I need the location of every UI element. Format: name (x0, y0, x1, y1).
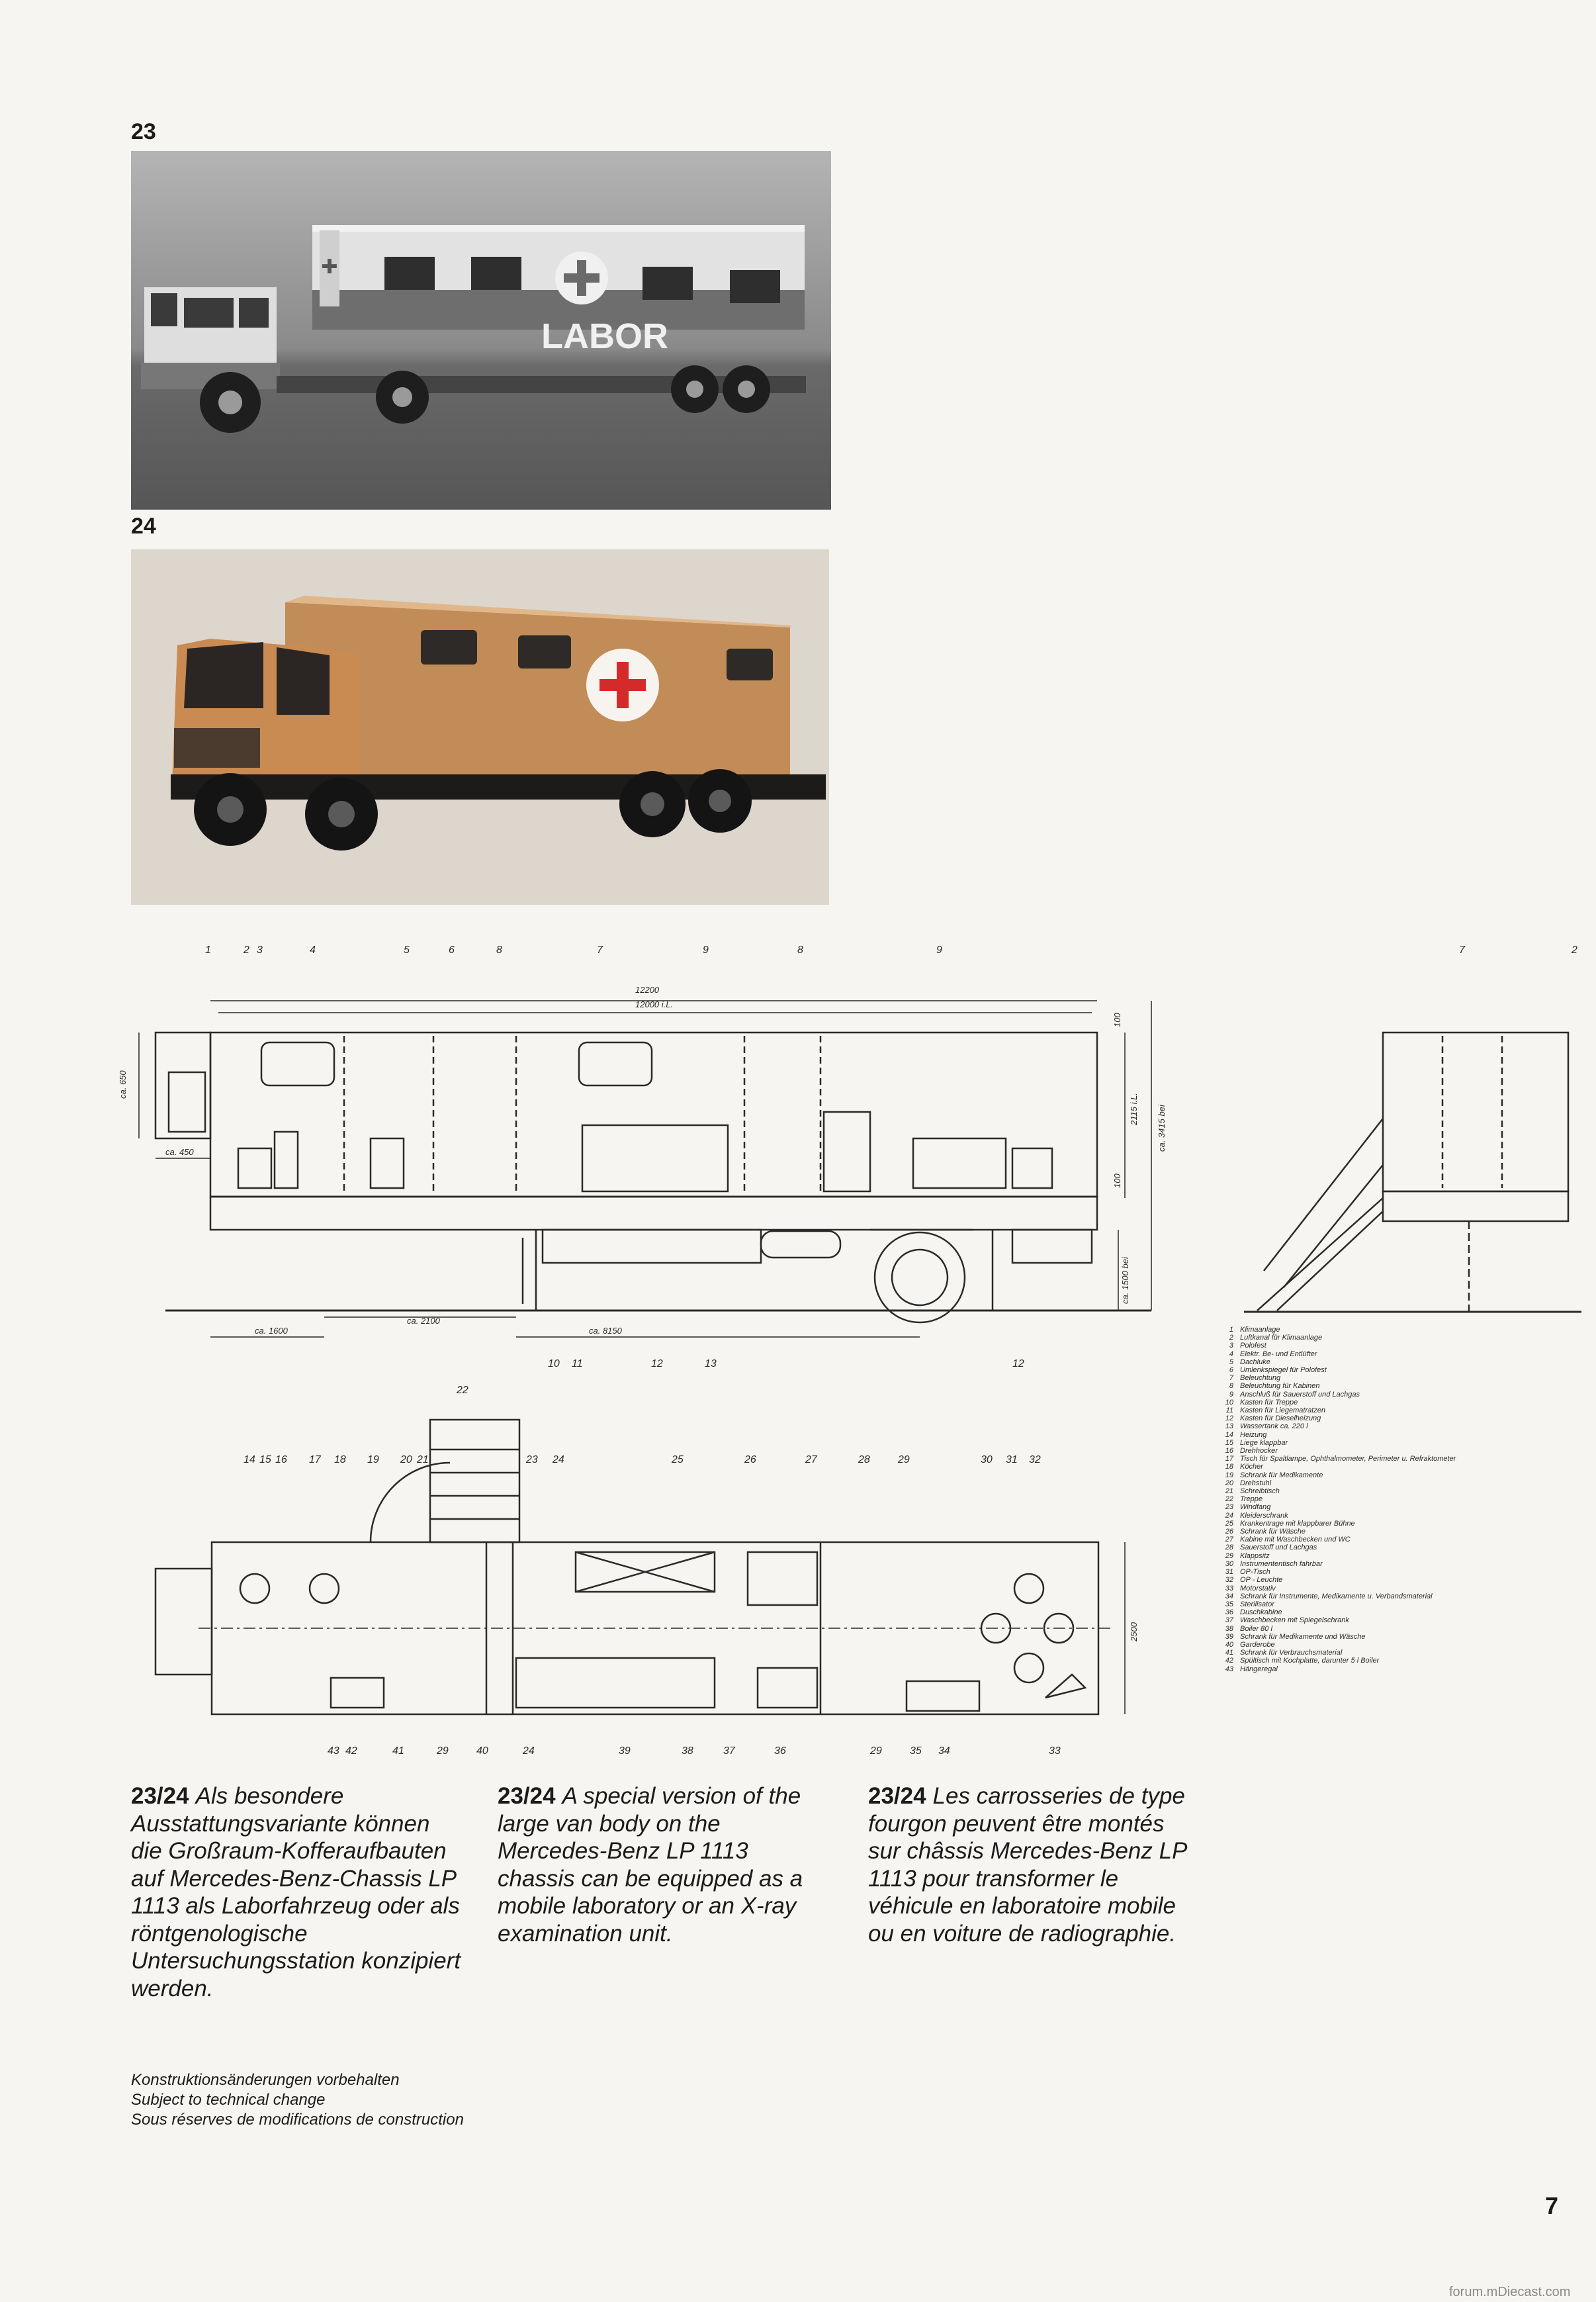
callout: 8 (496, 944, 502, 956)
legend-text: OP-Tisch (1240, 1568, 1270, 1577)
legend-number: 12 (1225, 1414, 1233, 1423)
legend-item (1218, 1391, 1575, 1399)
legend-text: Polofest (1240, 1342, 1266, 1350)
legend-number: 35 (1225, 1600, 1233, 1608)
legend-text: Schrank für Verbrauchsmaterial (1240, 1649, 1343, 1657)
legend-number: 6 (1229, 1366, 1233, 1375)
caption-lead: 23/24 (868, 1783, 926, 1809)
legend-item (1218, 1479, 1575, 1487)
legend-text: Beleuchtung für Kabinen (1240, 1382, 1320, 1391)
dim-ca650: ca. 650 (118, 1070, 128, 1099)
legend-text: Garderobe (1240, 1640, 1275, 1649)
legend-text: Schrank für Wäsche (1240, 1528, 1306, 1536)
legend-item (1218, 1512, 1575, 1520)
legend-number: 25 (1225, 1519, 1233, 1528)
callout: 21 (417, 1454, 429, 1465)
caption-lead: 23/24 (131, 1783, 189, 1809)
legend-number: 9 (1229, 1390, 1233, 1399)
legend-number: 21 (1225, 1487, 1233, 1496)
legend-number: 2 (1229, 1334, 1233, 1342)
legend-number: 23 (1225, 1503, 1233, 1512)
caption-french (868, 1782, 1199, 1947)
legend-number: 43 (1225, 1665, 1233, 1673)
legend-item (1218, 1585, 1575, 1592)
legend-text: Köcher (1240, 1463, 1263, 1471)
callout: 19 (367, 1454, 379, 1465)
callout: 41 (392, 1745, 404, 1757)
callout: 17 (309, 1454, 321, 1465)
legend-number: 11 (1225, 1406, 1233, 1415)
legend-item (1218, 1625, 1575, 1633)
legend-text: Dachluke (1240, 1358, 1270, 1366)
callout: 28 (858, 1454, 870, 1465)
legend-number: 24 (1225, 1511, 1233, 1520)
callout: 8 (797, 944, 803, 956)
page-number: 7 (1545, 2192, 1559, 2219)
legend-item (1218, 1463, 1575, 1471)
legend-item (1218, 1422, 1575, 1430)
legend-item (1218, 1406, 1575, 1414)
legend-item (1218, 1358, 1575, 1366)
legend-text: Hängeregal (1240, 1665, 1278, 1673)
legend-text: Kabine mit Waschbecken und WC (1240, 1536, 1351, 1544)
callout: 31 (1006, 1454, 1018, 1465)
legend-number: 10 (1225, 1398, 1233, 1406)
legend-number: 29 (1225, 1551, 1233, 1560)
legend-text: Schrank für Medikamente (1240, 1471, 1323, 1479)
callout: 37 (723, 1745, 735, 1757)
callout: 2 (1572, 944, 1577, 956)
legend-text: Heizung (1240, 1430, 1267, 1439)
caption-text: A special version of the large van body on the Mercedes-Benz LP 1113 chassis can be equipped as a mobile laboratory or an X-ray examination unit. (498, 1783, 803, 1947)
legend-text: OP - Leuchte (1240, 1576, 1283, 1585)
legend-number: 26 (1225, 1528, 1233, 1536)
callout: 16 (275, 1454, 287, 1465)
legend-number: 32 (1225, 1576, 1233, 1585)
legend-text: Luftkanal für Klimaanlage (1240, 1334, 1323, 1342)
dim-1500: ca. 1500 bei (1120, 1257, 1130, 1304)
legend-text: Windfang (1240, 1503, 1271, 1512)
legend-text: Schrank für Medikamente und Wäsche (1240, 1632, 1366, 1641)
callout: 33 (1049, 1745, 1061, 1757)
figure-number-24: 24 (131, 514, 156, 539)
callout: 35 (910, 1745, 922, 1757)
callout: 24 (523, 1745, 535, 1757)
callout: 38 (682, 1745, 693, 1757)
legend-text: Kleiderschrank (1240, 1511, 1288, 1520)
parts-legend (1218, 1326, 1575, 1673)
legend-item (1218, 1366, 1575, 1374)
dim-ca450: ca. 450 (165, 1147, 194, 1157)
legend-number: 3 (1229, 1342, 1233, 1350)
legend-text: Klappsitz (1240, 1551, 1270, 1560)
callout: 40 (476, 1745, 488, 1757)
callout: 11 (572, 1358, 583, 1369)
dim-ca1600: ca. 1600 (255, 1326, 288, 1336)
legend-item (1218, 1334, 1575, 1342)
dim-ca2100: ca. 2100 (407, 1316, 440, 1326)
callout: 10 (548, 1358, 560, 1369)
caption-text: Les carrosseries de type fourgon peuvent être montés sur châssis Mercedes-Benz LP 1113 pour transformer le véhicule en laboratoire mobile ou en voiture de radiographie. (868, 1783, 1187, 1947)
legend-item (1218, 1471, 1575, 1479)
legend-item (1218, 1552, 1575, 1560)
legend-text: Klimaanlage (1240, 1326, 1280, 1334)
callout: 29 (898, 1454, 910, 1465)
legend-text: Schrank für Instrumente, Medikamente u. Verbandsmaterial (1240, 1592, 1433, 1600)
legend-text: Kasten für Treppe (1240, 1398, 1298, 1406)
legend-number: 42 (1225, 1657, 1233, 1665)
legend-text: Beleuchtung (1240, 1374, 1281, 1383)
dim-2115: 2115 i.L. (1129, 1093, 1139, 1125)
dim-inner: 12000 i.L. (635, 999, 674, 1009)
legend-number: 20 (1225, 1479, 1233, 1487)
legend-item (1218, 1641, 1575, 1649)
dim-overall: 12200 (635, 985, 660, 995)
legend-number: 31 (1225, 1568, 1233, 1577)
legend-item (1218, 1616, 1575, 1624)
callout: 4 (310, 944, 316, 956)
legend-number: 38 (1225, 1624, 1233, 1633)
legend-item (1218, 1568, 1575, 1576)
legend-item (1218, 1657, 1575, 1665)
callout: 42 (345, 1745, 357, 1757)
legend-text: Instrumententisch fahrbar (1240, 1559, 1323, 1568)
legend-item (1218, 1649, 1575, 1657)
callout: 9 (936, 944, 942, 956)
legend-number: 17 (1225, 1455, 1233, 1463)
legend-number: 30 (1225, 1559, 1233, 1568)
callout: 9 (703, 944, 709, 956)
legend-number: 37 (1225, 1616, 1233, 1625)
legend-number: 19 (1225, 1471, 1233, 1479)
dim-3415: ca. 3415 bei (1157, 1105, 1167, 1152)
legend-item (1218, 1592, 1575, 1600)
legend-number: 39 (1225, 1632, 1233, 1641)
legend-text: Krankentrage mit klappbarer Bühne (1240, 1519, 1355, 1528)
caption-english (498, 1782, 828, 1947)
callout: 23 (526, 1454, 538, 1465)
legend-number: 33 (1225, 1584, 1233, 1592)
callout: 27 (805, 1454, 817, 1465)
legend-item (1218, 1414, 1575, 1422)
legend-text: Motorstativ (1240, 1584, 1276, 1592)
legend-item (1218, 1439, 1575, 1447)
svg-text:✚: ✚ (321, 256, 338, 278)
legend-number: 40 (1225, 1640, 1233, 1649)
legend-item (1218, 1382, 1575, 1390)
legend-number: 14 (1225, 1430, 1233, 1439)
legend-number: 1 (1229, 1326, 1233, 1334)
legend-number: 41 (1225, 1649, 1233, 1657)
figure-number-23: 23 (131, 119, 156, 144)
callout: 3 (257, 944, 263, 956)
legend-item (1218, 1576, 1575, 1584)
legend-number: 36 (1225, 1608, 1233, 1617)
callout: 18 (334, 1454, 346, 1465)
legend-number: 7 (1229, 1374, 1233, 1383)
dim-100a: 100 (1112, 1013, 1122, 1027)
callout: 20 (400, 1454, 412, 1465)
legend-number: 28 (1225, 1543, 1233, 1552)
legend-item (1218, 1520, 1575, 1528)
legend-item (1218, 1447, 1575, 1455)
legend-text: Wassertank ca. 220 l (1240, 1422, 1308, 1431)
legend-item (1218, 1665, 1575, 1673)
dim-100b: 100 (1112, 1174, 1122, 1188)
callout: 43 (328, 1745, 339, 1757)
legend-item (1218, 1608, 1575, 1616)
legend-item (1218, 1399, 1575, 1406)
legend-text: Umlenkspiegel für Polofest (1240, 1366, 1327, 1375)
legend-number: 22 (1225, 1495, 1233, 1504)
callout: 36 (774, 1745, 786, 1757)
dim-2500: 2500 (1129, 1622, 1139, 1641)
legend-text: Kasten für Liegematratzen (1240, 1406, 1326, 1415)
legend-item (1218, 1536, 1575, 1543)
legend-text: Boiler 80 l (1240, 1624, 1272, 1633)
notice-fr: Sous réserves de modifications de construction (131, 2111, 464, 2129)
callout: 7 (1459, 944, 1465, 956)
caption-german (131, 1782, 462, 2002)
legend-item (1218, 1633, 1575, 1641)
callout: 12 (1012, 1358, 1024, 1369)
legend-item (1218, 1350, 1575, 1358)
legend-item (1218, 1487, 1575, 1495)
legend-text: Treppe (1240, 1495, 1263, 1504)
dim-ca8150: ca. 8150 (589, 1326, 622, 1336)
legend-item (1218, 1455, 1575, 1463)
legend-item (1218, 1431, 1575, 1439)
legend-number: 18 (1225, 1463, 1233, 1471)
legend-text: Drehhocker (1240, 1447, 1278, 1455)
legend-number: 27 (1225, 1536, 1233, 1544)
callout: 30 (981, 1454, 993, 1465)
legend-text: Schreibtisch (1240, 1487, 1280, 1496)
callout: 22 (457, 1385, 468, 1396)
legend-number: 4 (1229, 1350, 1233, 1358)
callout: 25 (672, 1454, 684, 1465)
legend-text: Kasten für Dieselheizung (1240, 1414, 1321, 1423)
legend-text: Drehstuhl (1240, 1479, 1272, 1487)
legend-item (1218, 1503, 1575, 1511)
legend-number: 34 (1225, 1592, 1233, 1600)
legend-text: Spültisch mit Kochplatte, darunter 5 l Boiler (1240, 1657, 1380, 1665)
callout: 29 (437, 1745, 449, 1757)
legend-item (1218, 1560, 1575, 1568)
callout: 26 (744, 1454, 756, 1465)
legend-number: 5 (1229, 1358, 1233, 1366)
photo-ambulance-box-truck (131, 549, 829, 905)
callout: 6 (449, 944, 455, 956)
legend-item (1218, 1543, 1575, 1551)
legend-item (1218, 1374, 1575, 1382)
callout: 2 (244, 944, 249, 956)
technical-change-notice (131, 2070, 464, 2130)
callout: 15 (259, 1454, 271, 1465)
callout: 34 (938, 1745, 950, 1757)
legend-text: Elektr. Be- und Entlüfter (1240, 1350, 1317, 1358)
legend-item (1218, 1495, 1575, 1503)
callout: 29 (870, 1745, 882, 1757)
legend-text: Waschbecken mit Spiegelschrank (1240, 1616, 1349, 1625)
legend-text: Duschkabine (1240, 1608, 1282, 1617)
notice-de: Konstruktionsänderungen vorbehalten (131, 2071, 400, 2089)
photo-labor-trailer-truck (131, 151, 831, 510)
legend-item (1218, 1342, 1575, 1350)
legend-number: 8 (1229, 1382, 1233, 1391)
legend-text: Sauerstoff und Lachgas (1240, 1543, 1317, 1552)
callout: 12 (651, 1358, 663, 1369)
callout: 14 (244, 1454, 255, 1465)
legend-text: Liege klappbar (1240, 1438, 1288, 1447)
trailer-lettering: LABOR (541, 316, 668, 356)
legend-item (1218, 1528, 1575, 1536)
watermark: forum.mDiecast.com (1449, 2285, 1571, 2299)
callout: 1 (205, 944, 211, 956)
legend-number: 15 (1225, 1438, 1233, 1447)
caption-lead: 23/24 (498, 1783, 556, 1809)
callout: 13 (705, 1358, 717, 1369)
callout: 7 (597, 944, 603, 956)
legend-text: Sterilisator (1240, 1600, 1274, 1608)
callout: 32 (1029, 1454, 1041, 1465)
legend-number: 13 (1225, 1422, 1233, 1431)
callout: 24 (553, 1454, 564, 1465)
legend-text: Anschluß für Sauerstoff und Lachgas (1240, 1390, 1360, 1399)
legend-item (1218, 1600, 1575, 1608)
legend-text: Tisch für Spaltlampe, Ophthalmometer, Perimeter u. Refraktometer (1240, 1455, 1456, 1463)
caption-text: Als besondere Ausstattungsvariante können die Großraum-Kofferaufbauten auf Mercedes-Benz-Chassis LP 1113 als Laborfahrzeug oder als röntgenologische Untersuchungsstation konzipiert werden. (131, 1783, 461, 2002)
notice-en: Subject to technical change (131, 2091, 326, 2109)
legend-item (1218, 1326, 1575, 1334)
callout: 39 (619, 1745, 631, 1757)
callout: 5 (404, 944, 410, 956)
legend-number: 16 (1225, 1447, 1233, 1455)
